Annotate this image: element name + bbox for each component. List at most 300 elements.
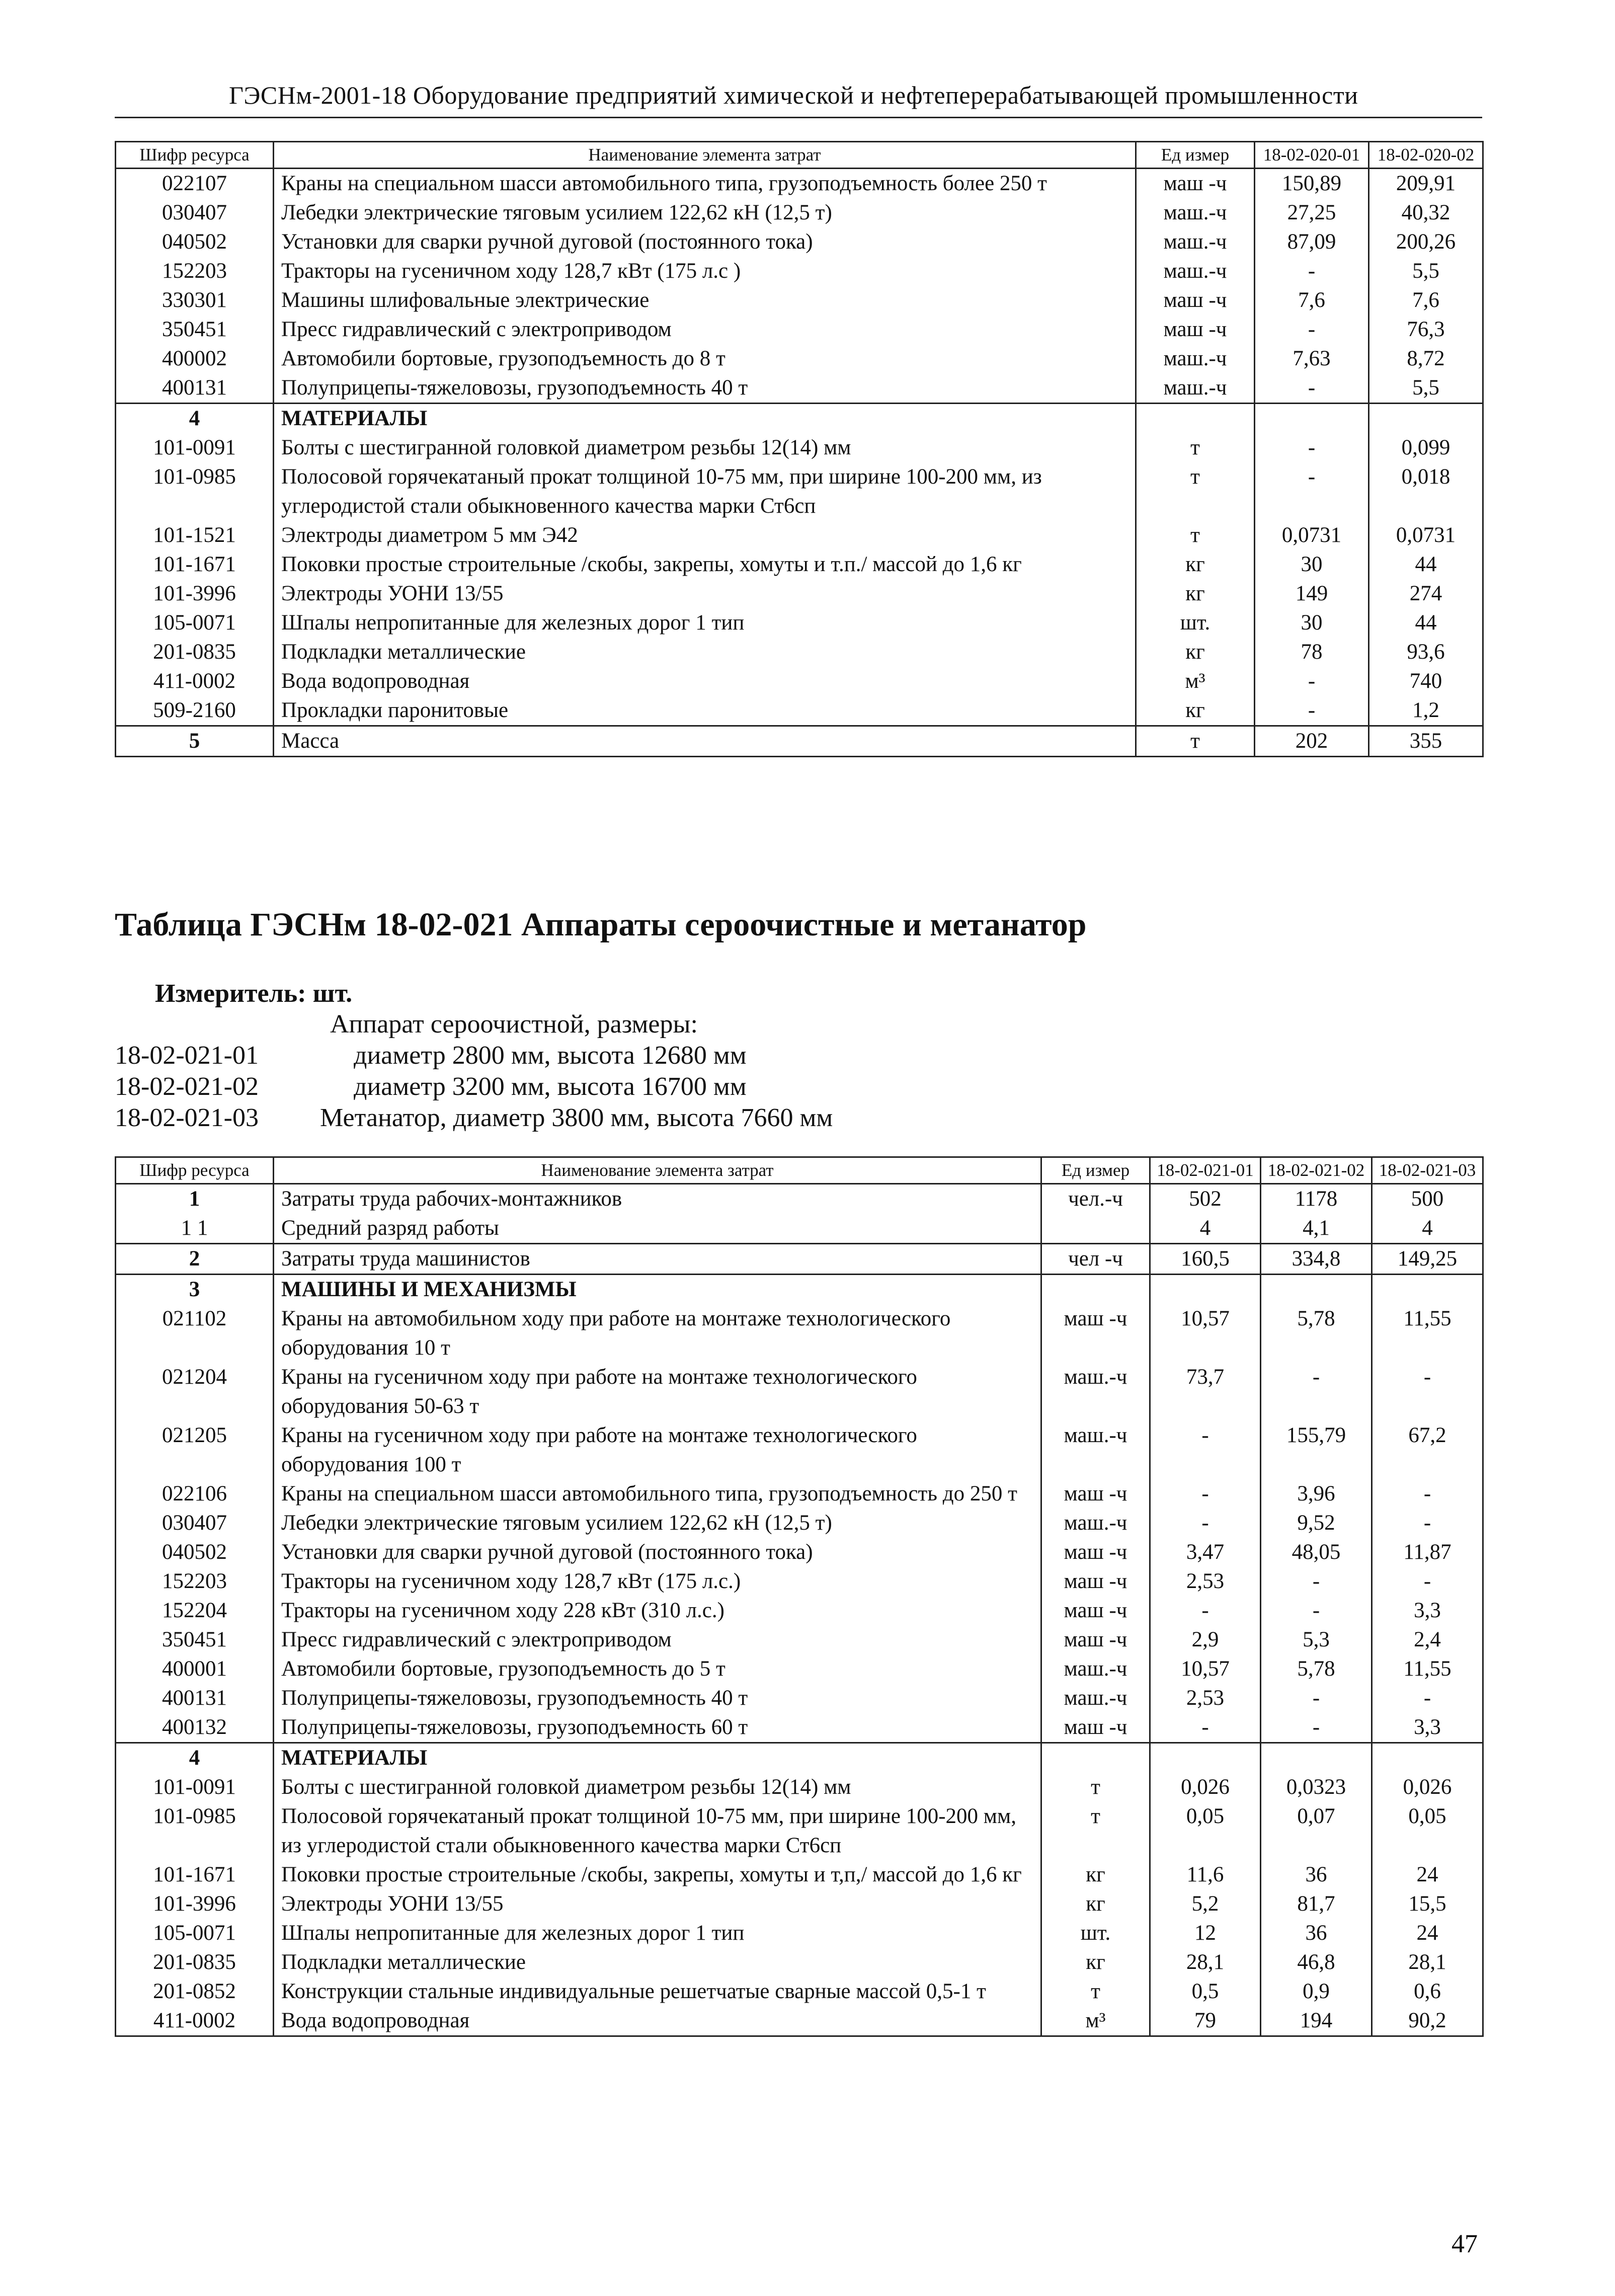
value-cell-1: 11,6 — [1150, 1860, 1261, 1889]
value-cell-2: 0,9 — [1261, 1977, 1372, 2006]
value-cell-2: - — [1261, 1596, 1372, 1625]
meter-value: шт. — [312, 979, 353, 1008]
resource-code: 101-0091 — [116, 1773, 274, 1802]
resource-name: Краны на гусеничном ходу при работе на монтаже технологического оборудования 100 т — [274, 1421, 1041, 1479]
value-cell-1: - — [1150, 1713, 1261, 1743]
resource-name: Прокладки паронитовые — [274, 696, 1136, 726]
unit-cell: маш.-ч — [1136, 344, 1255, 373]
table-row — [116, 1919, 1483, 1948]
value-cell-2: 355 — [1369, 726, 1483, 757]
resource-name: МАТЕРИАЛЫ — [274, 404, 1136, 434]
resource-name: МАТЕРИАЛЫ — [274, 1743, 1041, 1773]
table-row — [116, 1625, 1483, 1654]
value-cell-2: - — [1261, 1363, 1372, 1421]
unit-cell: шт. — [1136, 608, 1255, 638]
value-cell-3: 0,026 — [1372, 1773, 1483, 1802]
value-cell-2: 5,5 — [1369, 257, 1483, 286]
unit-cell: кг — [1136, 579, 1255, 608]
value-cell-2: 5,5 — [1369, 373, 1483, 404]
table-row — [116, 198, 1483, 227]
value-cell-1: - — [1150, 1421, 1261, 1479]
resource-code: 040502 — [116, 227, 274, 257]
value-cell-2: 3,96 — [1261, 1479, 1372, 1509]
value-cell-2: 155,79 — [1261, 1421, 1372, 1479]
unit-cell — [1136, 404, 1255, 434]
resource-code: 4 — [116, 404, 274, 434]
table1-body — [116, 169, 1483, 757]
resource-table-18-02-020 — [115, 141, 1484, 757]
header-col1: 18-02-021-01 — [1150, 1157, 1261, 1184]
section-row — [116, 1244, 1483, 1275]
table-row — [116, 2006, 1483, 2036]
value-cell-2: 4,1 — [1261, 1214, 1372, 1244]
table-row — [116, 1479, 1483, 1509]
value-cell-1: - — [1150, 1509, 1261, 1538]
value-cell-1: 30 — [1255, 550, 1369, 579]
value-cell-3: 4 — [1372, 1214, 1483, 1244]
unit-cell: маш.-ч — [1041, 1684, 1150, 1713]
value-cell-3: 0,6 — [1372, 1977, 1483, 2006]
resource-code: 400132 — [116, 1713, 274, 1743]
resource-name: Автомобили бортовые, грузоподъемность до 5 т — [274, 1654, 1041, 1684]
resource-code: 105-0071 — [116, 1919, 274, 1948]
resource-code: 030407 — [116, 1509, 274, 1538]
page-number: 47 — [1451, 2230, 1478, 2258]
value-cell-2: 8,72 — [1369, 344, 1483, 373]
header-name: Наименование элемента затрат — [274, 142, 1136, 169]
resource-code: 400002 — [116, 344, 274, 373]
value-cell-1: 2,53 — [1150, 1684, 1261, 1713]
resource-code: 201-0835 — [116, 638, 274, 667]
value-cell-3: 67,2 — [1372, 1421, 1483, 1479]
unit-cell: шт. — [1041, 1919, 1150, 1948]
value-cell-2: 0,0731 — [1369, 521, 1483, 550]
value-cell-3: - — [1372, 1684, 1483, 1713]
value-cell-2: 1,2 — [1369, 696, 1483, 726]
value-cell-2: 36 — [1261, 1860, 1372, 1889]
value-cell-1: 0,0731 — [1255, 521, 1369, 550]
resource-name: Шпалы непропитанные для железных дорог 1 тип — [274, 608, 1136, 638]
unit-cell: маш -ч — [1136, 286, 1255, 315]
value-cell-2: 274 — [1369, 579, 1483, 608]
table-row — [116, 315, 1483, 344]
resource-name: Тракторы на гусеничном ходу 128,7 кВт (175 л.с.) — [274, 1567, 1041, 1596]
table-row — [116, 169, 1483, 199]
table-row — [116, 638, 1483, 667]
header-col2: 18-02-021-02 — [1261, 1157, 1372, 1184]
resource-name: Вода водопроводная — [274, 2006, 1041, 2036]
header-col1: 18-02-020-01 — [1255, 142, 1369, 169]
resource-name: Шпалы непропитанные для железных дорог 1 тип — [274, 1919, 1041, 1948]
value-cell-3: 28,1 — [1372, 1948, 1483, 1977]
value-cell-1: - — [1255, 696, 1369, 726]
value-cell-1: 87,09 — [1255, 227, 1369, 257]
resource-code: 400131 — [116, 1684, 274, 1713]
resource-code: 022106 — [116, 1479, 274, 1509]
value-cell-2: 48,05 — [1261, 1538, 1372, 1567]
resource-code: 1 1 — [116, 1214, 274, 1244]
value-cell-2 — [1369, 404, 1483, 434]
resource-name: Подкладки металлические — [274, 638, 1136, 667]
value-cell-2: - — [1261, 1684, 1372, 1713]
unit-cell: маш -ч — [1041, 1625, 1150, 1654]
resource-code: 021204 — [116, 1363, 274, 1421]
variant-code: 18-02-021-02 — [115, 1072, 259, 1101]
table-row — [116, 521, 1483, 550]
unit-cell: м³ — [1136, 667, 1255, 696]
resource-name: Машины шлифовальные электрические — [274, 286, 1136, 315]
unit-cell — [1041, 1743, 1150, 1773]
table-row — [116, 462, 1483, 521]
unit-cell: т — [1041, 1977, 1150, 2006]
value-cell-1: 502 — [1150, 1184, 1261, 1214]
unit-of-measure — [155, 979, 352, 1008]
value-cell-3: 15,5 — [1372, 1889, 1483, 1919]
table-row — [116, 1860, 1483, 1889]
resource-code: 101-0985 — [116, 462, 274, 521]
value-cell-1 — [1150, 1275, 1261, 1305]
value-cell-3: 90,2 — [1372, 2006, 1483, 2036]
unit-cell: чел.-ч — [1041, 1184, 1150, 1214]
value-cell-3 — [1372, 1275, 1483, 1305]
table-row — [116, 433, 1483, 462]
value-cell-2: 194 — [1261, 2006, 1372, 2036]
resource-name: Подкладки металлические — [274, 1948, 1041, 1977]
resource-code: 152204 — [116, 1596, 274, 1625]
resource-code: 101-1671 — [116, 1860, 274, 1889]
table-row — [116, 1684, 1483, 1713]
value-cell-2: 76,3 — [1369, 315, 1483, 344]
resource-code: 411-0002 — [116, 667, 274, 696]
value-cell-3: 24 — [1372, 1919, 1483, 1948]
value-cell-2 — [1261, 1275, 1372, 1305]
value-cell-1 — [1255, 404, 1369, 434]
value-cell-1: - — [1150, 1596, 1261, 1625]
unit-cell: кг — [1041, 1889, 1150, 1919]
table-row — [116, 1596, 1483, 1625]
table-row — [116, 667, 1483, 696]
value-cell-2: - — [1261, 1567, 1372, 1596]
resource-code: 101-3996 — [116, 579, 274, 608]
value-cell-3: 0,05 — [1372, 1802, 1483, 1860]
value-cell-1 — [1150, 1743, 1261, 1773]
value-cell-3: - — [1372, 1509, 1483, 1538]
table-row — [116, 1654, 1483, 1684]
value-cell-1: 0,5 — [1150, 1977, 1261, 2006]
resource-name: Болты с шестигранной головкой диаметром резьбы 12(14) мм — [274, 433, 1136, 462]
table-row — [116, 696, 1483, 726]
unit-cell: кг — [1136, 696, 1255, 726]
resource-name: Лебедки электрические тяговым усилием 122,62 кН (12,5 т) — [274, 1509, 1041, 1538]
table2-body — [116, 1184, 1483, 2036]
unit-cell: маш.-ч — [1136, 227, 1255, 257]
resource-name: Краны на гусеничном ходу при работе на монтаже технологического оборудования 50-63 т — [274, 1363, 1041, 1421]
resource-code: 022107 — [116, 169, 274, 199]
table-row — [116, 286, 1483, 315]
value-cell-2: 81,7 — [1261, 1889, 1372, 1919]
table-row — [116, 1214, 1483, 1244]
unit-cell: маш -ч — [1041, 1479, 1150, 1509]
value-cell-3: 2,4 — [1372, 1625, 1483, 1654]
resource-name: Конструкции стальные индивидуальные решетчатые сварные массой 0,5-1 т — [274, 1977, 1041, 2006]
variant-code: 18-02-021-01 — [115, 1041, 259, 1070]
unit-cell: т — [1136, 462, 1255, 521]
value-cell-1: 10,57 — [1150, 1304, 1261, 1363]
resource-code: 509-2160 — [116, 696, 274, 726]
unit-cell: кг — [1041, 1860, 1150, 1889]
value-cell-2: 740 — [1369, 667, 1483, 696]
resource-name: Краны на автомобильном ходу при работе на монтаже технологического оборудования 10 т — [274, 1304, 1041, 1363]
value-cell-1: 10,57 — [1150, 1654, 1261, 1684]
table-row — [116, 227, 1483, 257]
table-row — [116, 1509, 1483, 1538]
resource-code: 4 — [116, 1743, 274, 1773]
unit-cell: маш -ч — [1136, 169, 1255, 199]
value-cell-2 — [1261, 1743, 1372, 1773]
table-row — [116, 1773, 1483, 1802]
resource-code: 400001 — [116, 1654, 274, 1684]
value-cell-3: 149,25 — [1372, 1244, 1483, 1275]
table-row — [116, 1977, 1483, 2006]
resource-name: Лебедки электрические тяговым усилием 122,62 кН (12,5 т) — [274, 198, 1136, 227]
resource-name: Полосовой горячекатаный прокат толщиной 10-75 мм, при ширине 100-200 мм, из углеродистой стали обыкновенного качества марки Ст6сп — [274, 462, 1136, 521]
value-cell-1: 7,63 — [1255, 344, 1369, 373]
value-cell-3: 500 — [1372, 1184, 1483, 1214]
resource-code: 350451 — [116, 1625, 274, 1654]
resource-name: Затраты труда рабочих-монтажников — [274, 1184, 1041, 1214]
value-cell-2: 334,8 — [1261, 1244, 1372, 1275]
resource-name: Электроды УОНИ 13/55 — [274, 1889, 1041, 1919]
resource-code: 3 — [116, 1275, 274, 1305]
resource-name: Полосовой горячекатаный прокат толщиной 10-75 мм, при ширине 100-200 мм, из углеродистой стали обыкновенного качества марки Ст6сп — [274, 1802, 1041, 1860]
value-cell-3: 11,55 — [1372, 1654, 1483, 1684]
resource-code: 101-0091 — [116, 433, 274, 462]
value-cell-2: 0,018 — [1369, 462, 1483, 521]
value-cell-1: 12 — [1150, 1919, 1261, 1948]
value-cell-1: 2,53 — [1150, 1567, 1261, 1596]
value-cell-2: 44 — [1369, 550, 1483, 579]
value-cell-1: 78 — [1255, 638, 1369, 667]
resource-name: Полуприцепы-тяжеловозы, грузоподъемность 60 т — [274, 1713, 1041, 1743]
value-cell-1: 0,05 — [1150, 1802, 1261, 1860]
resource-name: Электроды диаметром 5 мм Э42 — [274, 521, 1136, 550]
resource-code: 400131 — [116, 373, 274, 404]
value-cell-1: 27,25 — [1255, 198, 1369, 227]
value-cell-1: 4 — [1150, 1214, 1261, 1244]
value-cell-3: 11,87 — [1372, 1538, 1483, 1567]
value-cell-1: 79 — [1150, 2006, 1261, 2036]
table-row — [116, 1948, 1483, 1977]
section-row — [116, 1275, 1483, 1305]
unit-cell: кг — [1136, 550, 1255, 579]
value-cell-1: - — [1255, 667, 1369, 696]
resource-name: Тракторы на гусеничном ходу 128,7 кВт (175 л.с ) — [274, 257, 1136, 286]
resource-name: Пресс гидравлический с электроприводом — [274, 1625, 1041, 1654]
resource-code: 101-0985 — [116, 1802, 274, 1860]
table-row — [116, 1304, 1483, 1363]
value-cell-2: 0,0323 — [1261, 1773, 1372, 1802]
resource-name: Автомобили бортовые, грузоподъемность до 8 т — [274, 344, 1136, 373]
unit-cell: кг — [1041, 1948, 1150, 1977]
unit-cell: маш.-ч — [1041, 1654, 1150, 1684]
value-cell-1: 3,47 — [1150, 1538, 1261, 1567]
unit-cell: т — [1041, 1773, 1150, 1802]
table-row — [116, 608, 1483, 638]
variant-text: диаметр 3200 мм, высота 16700 мм — [354, 1072, 747, 1101]
value-cell-2: 0,07 — [1261, 1802, 1372, 1860]
resource-code: 021205 — [116, 1421, 274, 1479]
table-title: Таблица ГЭСНм 18-02-021 Аппараты сероочистные и метанатор — [115, 906, 1087, 943]
unit-cell: маш.-ч — [1041, 1363, 1150, 1421]
table-row — [116, 579, 1483, 608]
unit-cell: т — [1041, 1802, 1150, 1860]
resource-code: 101-1671 — [116, 550, 274, 579]
resource-name: Полуприцепы-тяжеловозы, грузоподъемность 40 т — [274, 373, 1136, 404]
unit-cell: маш.-ч — [1136, 373, 1255, 404]
value-cell-1: - — [1255, 257, 1369, 286]
resource-code: 152203 — [116, 257, 274, 286]
value-cell-3: 24 — [1372, 1860, 1483, 1889]
value-cell-2: 209,91 — [1369, 169, 1483, 199]
unit-cell: т — [1136, 521, 1255, 550]
resource-code: 105-0071 — [116, 608, 274, 638]
resource-name: Затраты труда машинистов — [274, 1244, 1041, 1275]
value-cell-1: 150,89 — [1255, 169, 1369, 199]
value-cell-2: 93,6 — [1369, 638, 1483, 667]
value-cell-2: 5,3 — [1261, 1625, 1372, 1654]
unit-cell: кг — [1136, 638, 1255, 667]
resource-name: Вода водопроводная — [274, 667, 1136, 696]
resource-name: Поковки простые строительные /скобы, закрепы, хомуты и т,п,/ массой до 1,6 кг — [274, 1860, 1041, 1889]
table-row — [116, 1421, 1483, 1479]
unit-cell: маш.-ч — [1136, 257, 1255, 286]
resource-name: Средний разряд работы — [274, 1214, 1041, 1244]
resource-name: Электроды УОНИ 13/55 — [274, 579, 1136, 608]
value-cell-1: 7,6 — [1255, 286, 1369, 315]
resource-name: Краны на специальном шасси автомобильного типа, грузоподъемность до 250 т — [274, 1479, 1041, 1509]
value-cell-1: - — [1255, 462, 1369, 521]
value-cell-3 — [1372, 1743, 1483, 1773]
unit-cell: маш -ч — [1041, 1596, 1150, 1625]
value-cell-1: - — [1255, 373, 1369, 404]
variant-code: 18-02-021-03 — [115, 1103, 259, 1132]
table-row — [116, 344, 1483, 373]
unit-cell: маш -ч — [1041, 1567, 1150, 1596]
header-name: Наименование элемента затрат — [274, 1157, 1041, 1184]
resource-code: 021102 — [116, 1304, 274, 1363]
unit-cell: м³ — [1041, 2006, 1150, 2036]
resource-name: Краны на специальном шасси автомобильного типа, грузоподъемность более 250 т — [274, 169, 1136, 199]
value-cell-3: 3,3 — [1372, 1596, 1483, 1625]
variant-text: Метанатор, диаметр 3800 мм, высота 7660 мм — [320, 1103, 833, 1132]
value-cell-1: 73,7 — [1150, 1363, 1261, 1421]
value-cell-3: - — [1372, 1363, 1483, 1421]
unit-cell: маш.-ч — [1136, 198, 1255, 227]
unit-cell — [1041, 1275, 1150, 1305]
section-row — [116, 726, 1483, 757]
table-row — [116, 1713, 1483, 1743]
resource-name: Пресс гидравлический с электроприводом — [274, 315, 1136, 344]
resource-name: Установки для сварки ручной дуговой (постоянного тока) — [274, 1538, 1041, 1567]
resource-code: 101-3996 — [116, 1889, 274, 1919]
value-cell-1: 28,1 — [1150, 1948, 1261, 1977]
resource-code: 201-0835 — [116, 1948, 274, 1977]
value-cell-1: 0,026 — [1150, 1773, 1261, 1802]
unit-cell: т — [1136, 433, 1255, 462]
table-row — [116, 373, 1483, 404]
value-cell-2: - — [1261, 1713, 1372, 1743]
resource-code: 411-0002 — [116, 2006, 274, 2036]
value-cell-3: - — [1372, 1567, 1483, 1596]
table-row — [116, 1802, 1483, 1860]
section-row — [116, 404, 1483, 434]
unit-cell: маш.-ч — [1041, 1509, 1150, 1538]
resource-name: Установки для сварки ручной дуговой (постоянного тока) — [274, 227, 1136, 257]
resource-code: 330301 — [116, 286, 274, 315]
value-cell-1: 30 — [1255, 608, 1369, 638]
table-row — [116, 257, 1483, 286]
table-row — [116, 1538, 1483, 1567]
value-cell-1: 149 — [1255, 579, 1369, 608]
unit-cell: маш.-ч — [1041, 1421, 1150, 1479]
value-cell-1: 5,2 — [1150, 1889, 1261, 1919]
resource-code: 101-1521 — [116, 521, 274, 550]
header-divider — [115, 117, 1482, 118]
resource-code: 350451 — [116, 315, 274, 344]
value-cell-2: 200,26 — [1369, 227, 1483, 257]
resource-code: 030407 — [116, 198, 274, 227]
value-cell-2: 46,8 — [1261, 1948, 1372, 1977]
resource-name: Поковки простые строительные /скобы, закрепы, хомуты и т.п./ массой до 1,6 кг — [274, 550, 1136, 579]
resource-code: 040502 — [116, 1538, 274, 1567]
unit-cell: маш -ч — [1041, 1304, 1150, 1363]
unit-cell: маш -ч — [1041, 1538, 1150, 1567]
value-cell-3: 3,3 — [1372, 1713, 1483, 1743]
section-row — [116, 1184, 1483, 1214]
header-unit: Ед измер — [1136, 142, 1255, 169]
value-cell-2: 7,6 — [1369, 286, 1483, 315]
header-code: Шифр ресурса — [116, 1157, 274, 1184]
resource-name: МАШИНЫ И МЕХАНИЗМЫ — [274, 1275, 1041, 1305]
value-cell-1: - — [1255, 315, 1369, 344]
header-col2: 18-02-020-02 — [1369, 142, 1483, 169]
value-cell-2: 1178 — [1261, 1184, 1372, 1214]
running-head: ГЭСНм-2001-18 Оборудование предприятий химической и нефтеперерабатывающей промышленности — [229, 81, 1358, 109]
table-row — [116, 1363, 1483, 1421]
resource-code: 201-0852 — [116, 1977, 274, 2006]
resource-name: Тракторы на гусеничном ходу 228 кВт (310 л.с.) — [274, 1596, 1041, 1625]
resource-code: 152203 — [116, 1567, 274, 1596]
value-cell-1: - — [1150, 1479, 1261, 1509]
header-unit: Ед измер — [1041, 1157, 1150, 1184]
value-cell-1: 2,9 — [1150, 1625, 1261, 1654]
value-cell-2: 9,52 — [1261, 1509, 1372, 1538]
header-col3: 18-02-021-03 — [1372, 1157, 1483, 1184]
value-cell-2: 0,099 — [1369, 433, 1483, 462]
table-row — [116, 550, 1483, 579]
meter-label: Измеритель: — [155, 979, 306, 1008]
value-cell-2: 36 — [1261, 1919, 1372, 1948]
table-row — [116, 1567, 1483, 1596]
value-cell-2: 40,32 — [1369, 198, 1483, 227]
resource-table-18-02-021 — [115, 1156, 1484, 2037]
value-cell-1: 160,5 — [1150, 1244, 1261, 1275]
unit-cell: маш -ч — [1136, 315, 1255, 344]
value-cell-3: 11,55 — [1372, 1304, 1483, 1363]
section-row — [116, 1743, 1483, 1773]
unit-cell — [1041, 1214, 1150, 1244]
resource-code: 2 — [116, 1244, 274, 1275]
